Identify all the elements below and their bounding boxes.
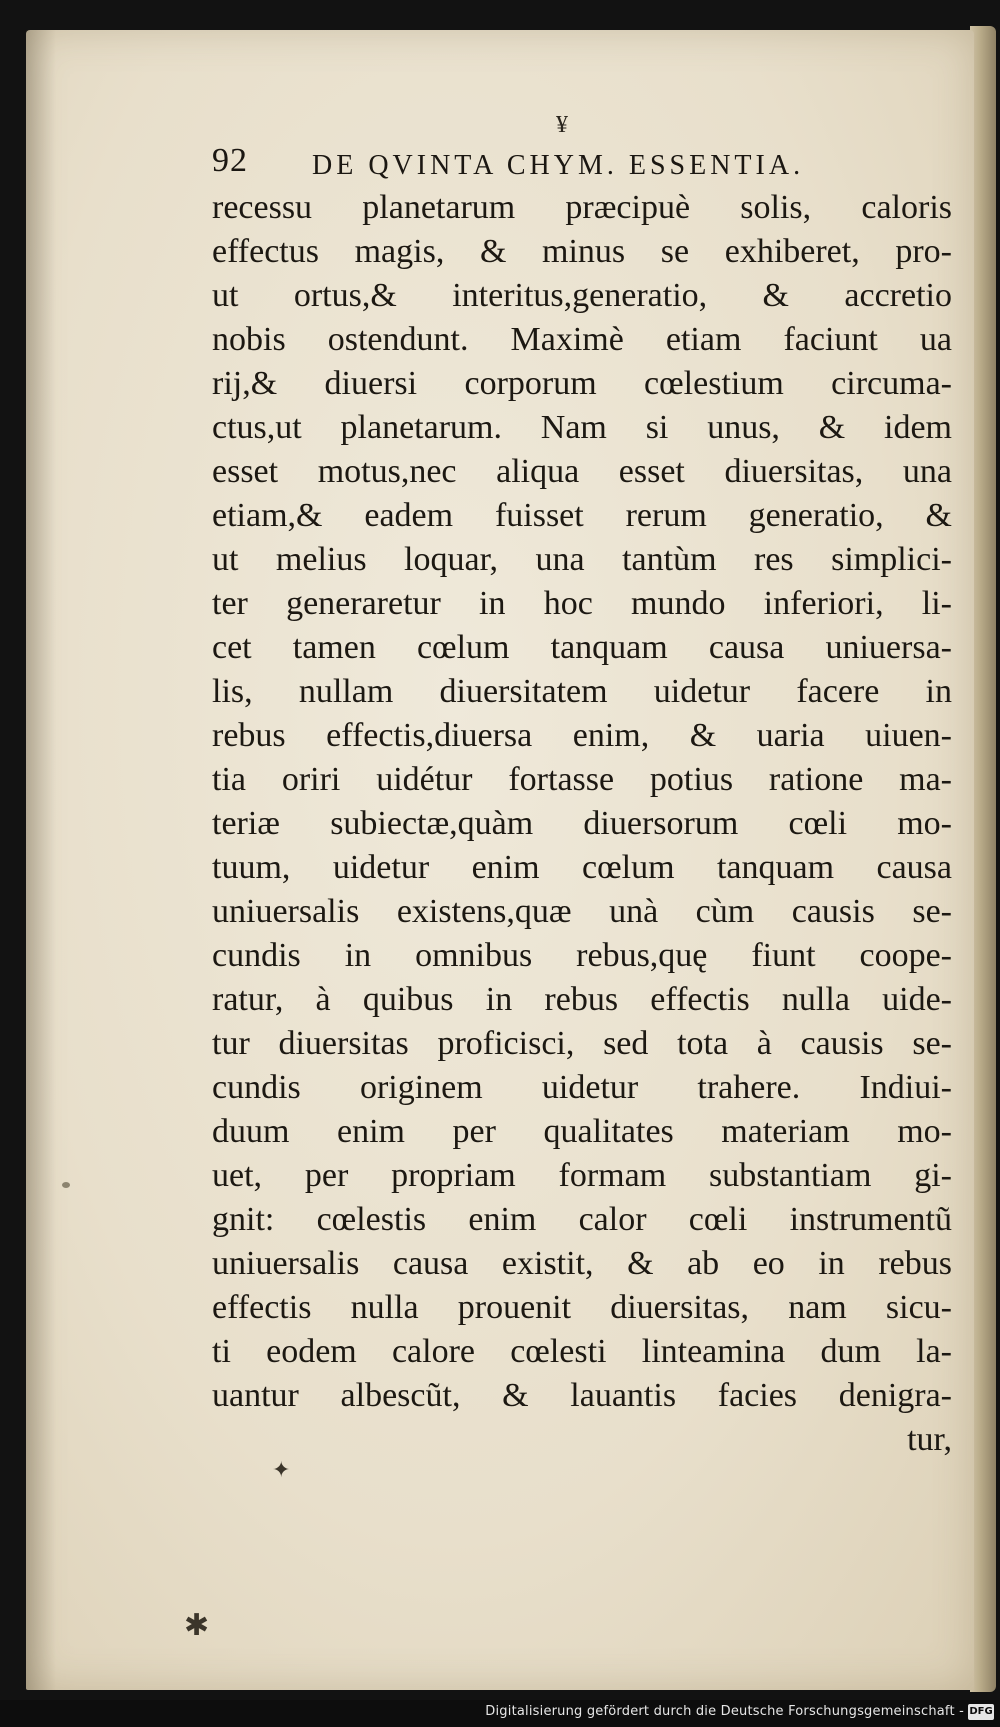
text-line: effectus magis, & minus se exhiberet, pro- bbox=[212, 233, 952, 270]
text-line: tia oriri uidétur fortasse potius ratione ma- bbox=[212, 761, 952, 798]
signature-mark: ¥ bbox=[556, 112, 568, 138]
text-line: teriæ subiectæ,quàm diuersorum cœli mo- bbox=[212, 805, 952, 842]
text-line: tuum, uidetur enim cœlum tanquam causa bbox=[212, 849, 952, 886]
text-line: rebus effectis,diuersa enim, & uaria uiuen- bbox=[212, 717, 952, 754]
dust-speck bbox=[62, 1182, 70, 1188]
text-line: recessu planetarum præcipuè solis, caloris bbox=[212, 189, 952, 226]
text-line: cundis in omnibus rebus,quę fiunt coope- bbox=[212, 937, 952, 974]
funding-credit: Digitalisierung gefördert durch die Deutsche Forschungsgemeinschaft - bbox=[485, 1704, 964, 1719]
page-header bbox=[212, 142, 862, 188]
text-line: uniuersalis causa existit, & ab eo in rebus bbox=[212, 1245, 952, 1282]
text-line: ut melius loquar, una tantùm res simplici- bbox=[212, 541, 952, 578]
text-line: nobis ostendunt. Maximè etiam faciunt ua bbox=[212, 321, 952, 358]
text-line: lis, nullam diuersitatem uidetur facere in bbox=[212, 673, 952, 710]
text-line: etiam,& eadem fuisset rerum generatio, & bbox=[212, 497, 952, 534]
footer-bar bbox=[0, 1700, 1000, 1727]
text-line: cet tamen cœlum tanquam causa uniuersa- bbox=[212, 629, 952, 666]
text-line: gnit: cœlestis enim calor cœli instrumentũ bbox=[212, 1201, 952, 1238]
text-line: ctus,ut planetarum. Nam si unus, & idem bbox=[212, 409, 952, 446]
ink-blot: ✱ bbox=[184, 1608, 210, 1643]
text-line: uniuersalis existens,quæ unà cùm causis se- bbox=[212, 893, 952, 930]
text-line: ti eodem calore cœlesti linteamina dum la- bbox=[212, 1333, 952, 1370]
text-line: rij,& diuersi corporum cœlestium circuma- bbox=[212, 365, 952, 402]
text-line: esset motus,nec aliqua esset diuersitas, una bbox=[212, 453, 952, 490]
catchword-row bbox=[212, 1418, 952, 1462]
body-text bbox=[212, 186, 952, 1462]
text-line: ter generaretur in hoc mundo inferiori, li- bbox=[212, 585, 952, 622]
text-line: ut ortus,& interitus,generatio, & accretio bbox=[212, 277, 952, 314]
catchword: tur, bbox=[907, 1421, 952, 1458]
text-line: uet, per propriam formam substantiam gi- bbox=[212, 1157, 952, 1194]
text-line: uantur albescũt, & lauantis facies denigra- bbox=[212, 1377, 952, 1414]
text-line: tur diuersitas proficisci, sed tota à causis se- bbox=[212, 1025, 952, 1062]
text-line: ratur, à quibus in rebus effectis nulla uide- bbox=[212, 981, 952, 1018]
text-line: cundis originem uidetur trahere. Indiui- bbox=[212, 1069, 952, 1106]
text-line: duum enim per qualitates materiam mo- bbox=[212, 1113, 952, 1150]
page-number: 92 bbox=[212, 142, 248, 179]
text-line: effectis nulla prouenit diuersitas, nam sicu- bbox=[212, 1289, 952, 1326]
running-title: DE QVINTA CHYM. ESSENTIA. bbox=[312, 150, 805, 181]
ink-blot: ✦ bbox=[272, 1458, 291, 1483]
binding-shadow bbox=[26, 30, 56, 1690]
dfg-logo: DFG bbox=[968, 1704, 994, 1720]
